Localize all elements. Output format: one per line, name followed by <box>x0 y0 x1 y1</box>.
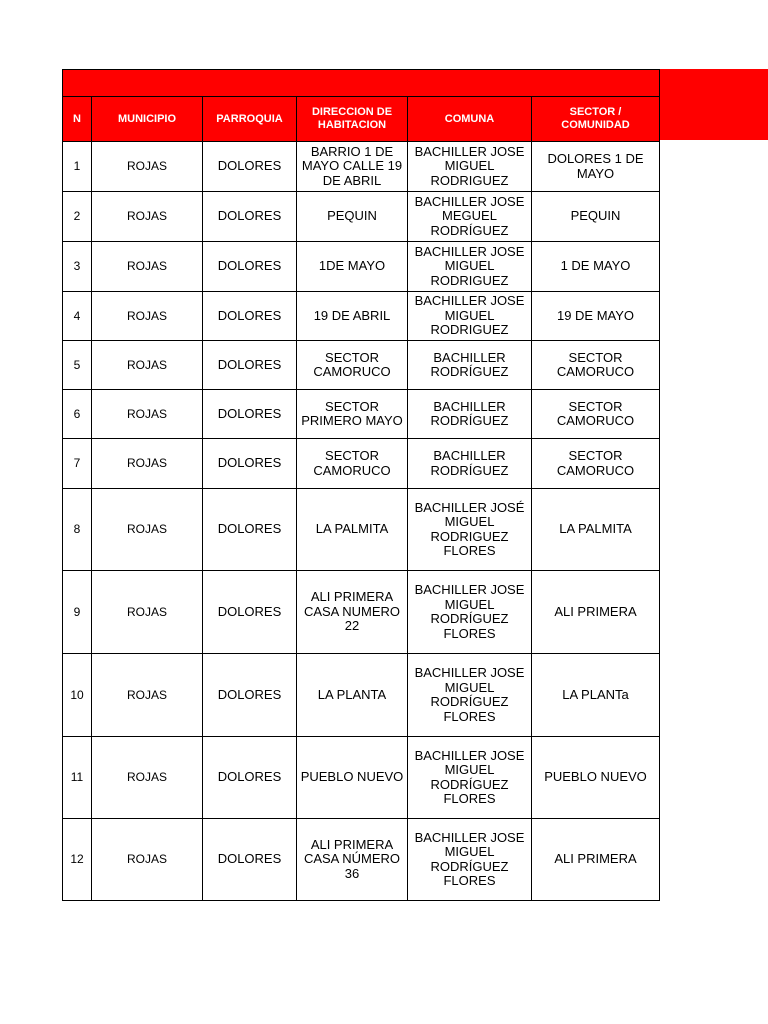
table-row <box>63 341 660 390</box>
cell-parroquia: DOLORES <box>203 737 297 819</box>
cell-municipio: ROJAS <box>92 819 203 901</box>
cell-sector: SECTOR CAMORUCO <box>532 390 660 439</box>
cell-direccion: 19 DE ABRIL <box>297 292 408 341</box>
cell-parroquia: DOLORES <box>203 341 297 390</box>
table-row <box>63 439 660 489</box>
header-municipio: MUNICIPIO <box>92 97 203 142</box>
table-row <box>63 192 660 242</box>
cell-comuna: BACHILLER JOSE MIGUEL RODRIGUEZ <box>408 292 532 341</box>
header-parroquia: PARROQUIA <box>203 97 297 142</box>
table-row <box>63 489 660 571</box>
table-row <box>63 571 660 654</box>
cell-comuna: BACHILLER JOSÉ MIGUEL RODRIGUEZ FLORES <box>408 489 532 571</box>
cell-n: 12 <box>63 819 92 901</box>
cell-municipio: ROJAS <box>92 439 203 489</box>
cell-n: 3 <box>63 242 92 292</box>
cell-direccion: 1DE MAYO <box>297 242 408 292</box>
cell-municipio: ROJAS <box>92 571 203 654</box>
cell-direccion: PEQUIN <box>297 192 408 242</box>
cell-parroquia: DOLORES <box>203 571 297 654</box>
cell-municipio: ROJAS <box>92 654 203 737</box>
cell-sector: SECTOR CAMORUCO <box>532 341 660 390</box>
cell-sector: PUEBLO NUEVO <box>532 737 660 819</box>
cell-municipio: ROJAS <box>92 737 203 819</box>
header-direccion: DIRECCION DE HABITACION <box>297 97 408 142</box>
cell-comuna: BACHILLER JOSE MIGUEL RODRIGUEZ <box>408 242 532 292</box>
cell-comuna: BACHILLER RODRÍGUEZ <box>408 439 532 489</box>
cell-direccion: SECTOR PRIMERO MAYO <box>297 390 408 439</box>
cell-direccion: BARRIO 1 DE MAYO CALLE 19 DE ABRIL <box>297 142 408 192</box>
title-bar <box>63 70 660 97</box>
cell-municipio: ROJAS <box>92 142 203 192</box>
cell-municipio: ROJAS <box>92 192 203 242</box>
cell-parroquia: DOLORES <box>203 439 297 489</box>
cell-sector: LA PALMITA <box>532 489 660 571</box>
cell-parroquia: DOLORES <box>203 819 297 901</box>
cell-sector: ALI PRIMERA <box>532 819 660 901</box>
table-row <box>63 654 660 737</box>
cell-comuna: BACHILLER JOSE MIGUEL RODRÍGUEZ FLORES <box>408 654 532 737</box>
header-sector: SECTOR / COMUNIDAD <box>532 97 660 142</box>
table-row <box>63 242 660 292</box>
cell-direccion: SECTOR CAMORUCO <box>297 439 408 489</box>
cell-n: 4 <box>63 292 92 341</box>
cell-sector: ALI PRIMERA <box>532 571 660 654</box>
cell-municipio: ROJAS <box>92 341 203 390</box>
cell-municipio: ROJAS <box>92 489 203 571</box>
cell-n: 10 <box>63 654 92 737</box>
cell-parroquia: DOLORES <box>203 390 297 439</box>
cell-sector: 19 DE MAYO <box>532 292 660 341</box>
cell-comuna: BACHILLER JOSE MIGUEL RODRÍGUEZ FLORES <box>408 819 532 901</box>
table-row <box>63 292 660 341</box>
cell-n: 5 <box>63 341 92 390</box>
cell-n: 7 <box>63 439 92 489</box>
cell-n: 1 <box>63 142 92 192</box>
cell-direccion: ALI PRIMERA CASA NUMERO 22 <box>297 571 408 654</box>
title-row <box>63 70 660 97</box>
header-row <box>63 97 660 142</box>
cell-parroquia: DOLORES <box>203 242 297 292</box>
cell-comuna: BACHILLER JOSE MIGUEL RODRÍGUEZ FLORES <box>408 737 532 819</box>
cell-direccion: LA PLANTA <box>297 654 408 737</box>
cell-direccion: SECTOR CAMORUCO <box>297 341 408 390</box>
data-table <box>62 69 660 901</box>
cell-n: 6 <box>63 390 92 439</box>
cell-sector: LA PLANTa <box>532 654 660 737</box>
cell-n: 11 <box>63 737 92 819</box>
cell-parroquia: DOLORES <box>203 654 297 737</box>
table-row <box>63 737 660 819</box>
header-comuna: COMUNA <box>408 97 532 142</box>
cell-sector: 1 DE MAYO <box>532 242 660 292</box>
cell-comuna: BACHILLER RODRÍGUEZ <box>408 341 532 390</box>
cell-parroquia: DOLORES <box>203 192 297 242</box>
cell-direccion: ALI PRIMERA CASA NÚMERO 36 <box>297 819 408 901</box>
cell-n: 8 <box>63 489 92 571</box>
cell-sector: SECTOR CAMORUCO <box>532 439 660 489</box>
cell-municipio: ROJAS <box>92 292 203 341</box>
cell-comuna: BACHILLER JOSE MEGUEL RODRÍGUEZ <box>408 192 532 242</box>
cell-sector: PEQUIN <box>532 192 660 242</box>
cell-parroquia: DOLORES <box>203 292 297 341</box>
cell-direccion: LA PALMITA <box>297 489 408 571</box>
cell-n: 9 <box>63 571 92 654</box>
cell-comuna: BACHILLER RODRÍGUEZ <box>408 390 532 439</box>
cell-parroquia: DOLORES <box>203 489 297 571</box>
cell-direccion: PUEBLO NUEVO <box>297 737 408 819</box>
cell-municipio: ROJAS <box>92 390 203 439</box>
cell-n: 2 <box>63 192 92 242</box>
cell-sector: DOLORES 1 DE MAYO <box>532 142 660 192</box>
table-row <box>63 390 660 439</box>
cell-municipio: ROJAS <box>92 242 203 292</box>
table-row <box>63 819 660 901</box>
cell-parroquia: DOLORES <box>203 142 297 192</box>
table-row <box>63 142 660 192</box>
cell-comuna: BACHILLER JOSE MIGUEL RODRIGUEZ <box>408 142 532 192</box>
header-n: N <box>63 97 92 142</box>
cell-comuna: BACHILLER JOSE MIGUEL RODRÍGUEZ FLORES <box>408 571 532 654</box>
